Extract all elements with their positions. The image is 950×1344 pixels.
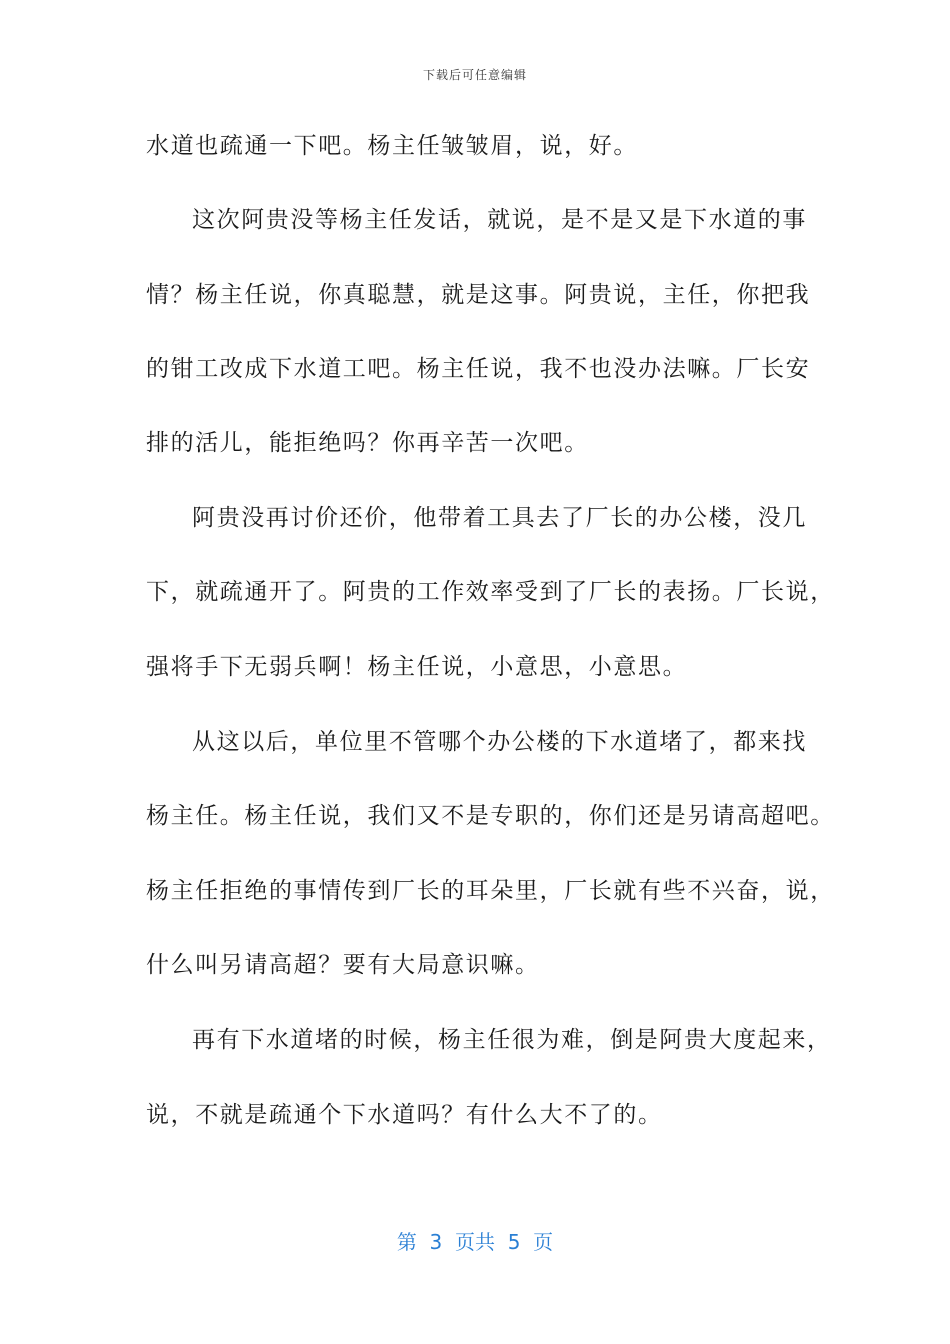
text-line: 水道也疏通一下吧。杨主任皱皱眉，说，好。 <box>146 133 638 159</box>
text-line: 情？杨主任说，你真聪慧，就是这事。阿贵说，主任，你把我 <box>146 282 811 308</box>
text-line: 再有下水道堵的时候，杨主任很为难，倒是阿贵大度起来， <box>192 1027 832 1053</box>
page-number-footer: 第 3 页共 5 页 <box>396 1230 554 1254</box>
text-line: 从这以后，单位里不管哪个办公楼的下水道堵了，都来找 <box>192 729 807 755</box>
text-line: 这次阿贵没等杨主任发话，就说，是不是又是下水道的事 <box>192 207 807 233</box>
text-line: 的钳工改成下水道工吧。杨主任说，我不也没办法嘛。厂长安 <box>146 356 811 382</box>
text-line: 杨主任拒绝的事情传到厂长的耳朵里，厂长就有些不兴奋，说， <box>146 878 835 904</box>
text-line: 排的活儿，能拒绝吗？你再辛苦一次吧。 <box>146 430 589 456</box>
text-line: 阿贵没再讨价还价，他带着工具去了厂长的办公楼，没几 <box>192 505 807 531</box>
text-line: 强将手下无弱兵啊！杨主任说，小意思，小意思。 <box>146 654 688 680</box>
text-line: 什么叫另请高超？要有大局意识嘛。 <box>146 952 540 978</box>
page-header: 下载后可任意编辑 <box>422 68 527 82</box>
text-line: 说，不就是疏通个下水道吗？有什么大不了的。 <box>146 1102 663 1128</box>
text-line: 下，就疏通开了。阿贵的工作效率受到了厂长的表扬。厂长说， <box>146 579 835 605</box>
text-line: 杨主任。杨主任说，我们又不是专职的，你们还是另请高超吧。 <box>146 803 835 829</box>
